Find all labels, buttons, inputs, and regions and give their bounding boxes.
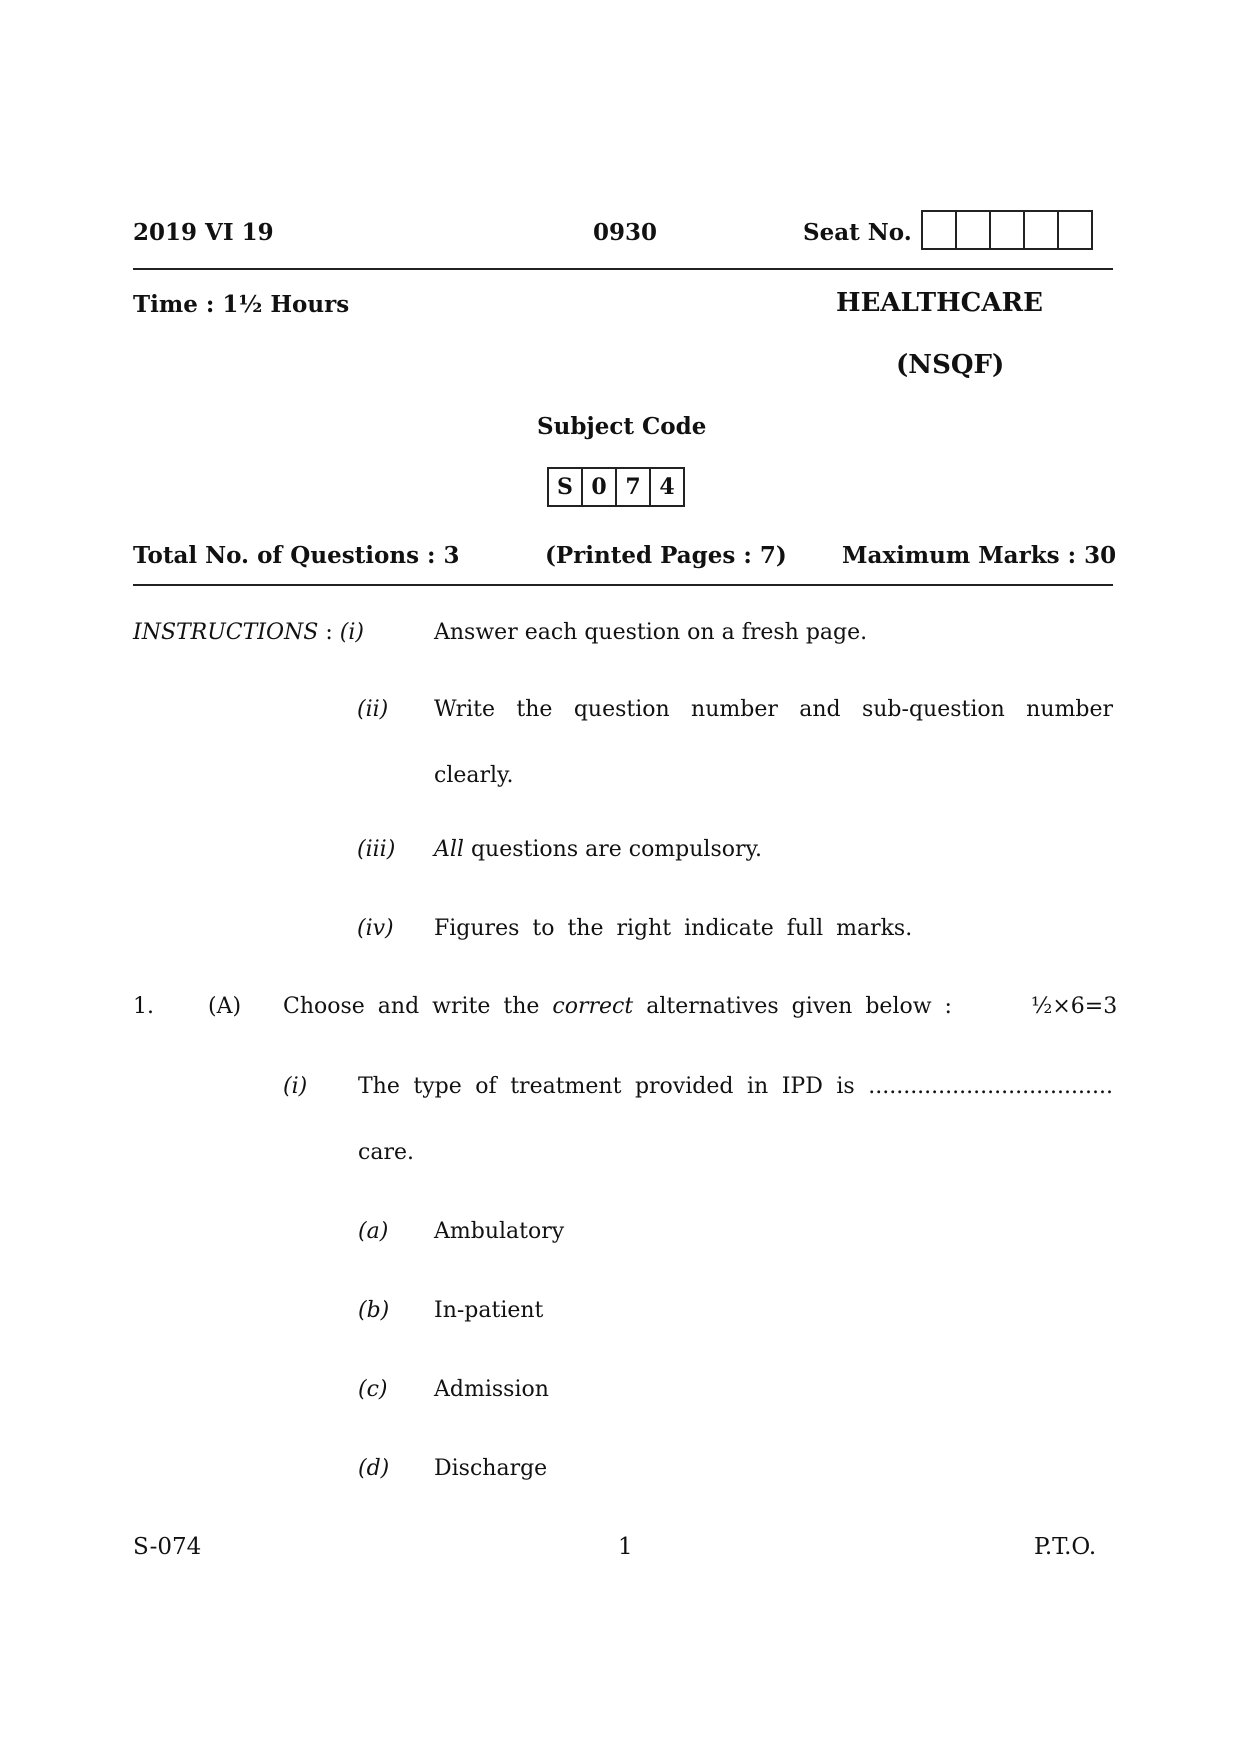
option-label: (a) (358, 1219, 389, 1244)
subject-code-boxes (547, 467, 685, 507)
seat-no-boxes[interactable] (921, 210, 1093, 250)
subject-code-box: 0 (581, 467, 617, 507)
option-label: (d) (358, 1456, 390, 1481)
subject-subtitle: (NSQF) (896, 350, 1005, 380)
instruction-num: (iv) (357, 916, 394, 941)
option-text: In-patient (434, 1298, 544, 1323)
option-text: Discharge (434, 1456, 548, 1481)
exam-code: 2019 VI 19 (133, 219, 274, 246)
question-marks: ½×6=3 (1031, 994, 1118, 1019)
option-label: (c) (358, 1377, 388, 1402)
seat-no-label: Seat No. (803, 219, 912, 246)
instruction-num: (iii) (357, 837, 396, 862)
seat-no-box[interactable] (1057, 210, 1093, 250)
printed-pages: (Printed Pages : 7) (545, 542, 787, 569)
instruction-text: Answer each question on a fresh page. (434, 620, 868, 645)
maximum-marks: Maximum Marks : 30 (842, 542, 1117, 569)
instructions-label: INSTRUCTIONS (133, 620, 319, 645)
instruction-text (434, 837, 762, 863)
question-prompt-after: alternatives given below : (633, 994, 952, 1019)
sub-question-text: The type of treatment provided in IPD is ................................... (358, 1074, 1113, 1099)
instruction-text-rest: questions are compulsory. (463, 837, 763, 862)
question-prompt-emphasis: correct (552, 994, 634, 1019)
instruction-num: (i) (339, 620, 364, 645)
time-allowed: Time : 1½ Hours (133, 291, 350, 318)
total-questions: Total No. of Questions : 3 (133, 542, 460, 569)
instructions-heading (133, 620, 364, 646)
instruction-emphasis: All (434, 837, 464, 862)
question-part: (A) (208, 994, 242, 1019)
subject-title: HEALTHCARE (836, 288, 1043, 318)
pto-note: P.T.O. (1034, 1534, 1097, 1560)
instructions-colon: : (318, 620, 340, 645)
footer-code: S-074 (133, 1534, 202, 1560)
info-divider (133, 584, 1113, 586)
option-label: (b) (358, 1298, 390, 1323)
instruction-text: Figures to the right indicate full marks. (434, 916, 913, 941)
subject-code-box: 7 (615, 467, 651, 507)
instruction-num: (ii) (357, 697, 389, 722)
subject-code-label: Subject Code (537, 413, 707, 440)
sub-question-text-cont: care. (358, 1140, 414, 1165)
sub-question-number: (i) (283, 1074, 308, 1099)
subject-code-box: 4 (649, 467, 685, 507)
option-text: Ambulatory (434, 1219, 565, 1244)
seat-no-box[interactable] (921, 210, 957, 250)
question-number: 1. (133, 994, 154, 1019)
header-divider (133, 268, 1113, 270)
page-number: 1 (618, 1534, 633, 1560)
paper-code: 0930 (593, 219, 658, 246)
question-prompt (283, 994, 952, 1020)
question-prompt-before: Choose and write the (283, 994, 553, 1019)
seat-no-box[interactable] (1023, 210, 1059, 250)
instruction-text-cont: clearly. (434, 763, 514, 788)
seat-no-box[interactable] (955, 210, 991, 250)
instruction-text: Write the question number and sub-question number (434, 697, 1113, 722)
seat-no-box[interactable] (989, 210, 1025, 250)
subject-code-box: S (547, 467, 583, 507)
option-text: Admission (434, 1377, 549, 1402)
